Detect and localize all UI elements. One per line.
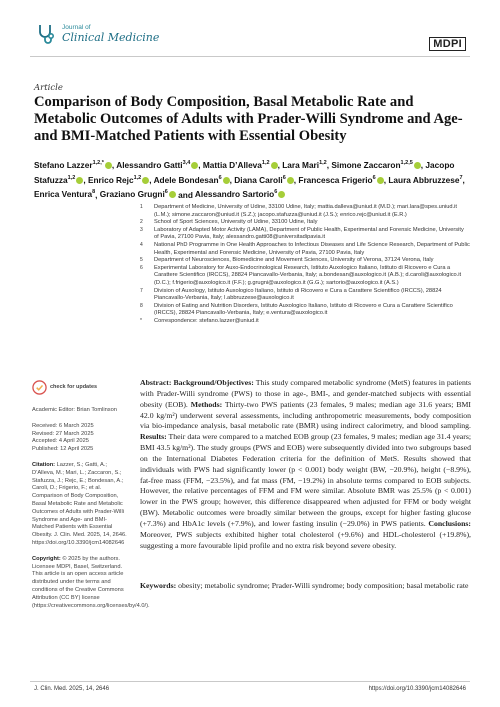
- author[interactable]: [331, 160, 420, 170]
- check-updates-button[interactable]: [32, 380, 128, 395]
- affiliation-number: 6: [140, 264, 143, 271]
- author[interactable]: [234, 175, 293, 185]
- author[interactable]: [388, 175, 462, 185]
- copyright-label: Copyright:: [32, 555, 61, 562]
- author-name: Alessandro Sartorio: [194, 189, 275, 200]
- abstract-results-label: Results:: [140, 432, 167, 442]
- citation: [32, 462, 128, 548]
- author-separator: ,: [111, 159, 117, 170]
- abstract-label: Abstract:: [140, 378, 172, 387]
- academic-editor: Academic Editor: Brian Tomlinson: [32, 407, 117, 413]
- article-title: Comparison of Body Composition, Basal Metabolic Rate and Metabolic Outcomes of Adults with Prader-Willi Syndrome and Age- and BMI-Matched Patients with Essential Obesity: [34, 94, 463, 144]
- author[interactable]: [282, 160, 327, 170]
- citation-text[interactable]: Lazzer, S.; Gatti, A.; D’Alleva, M.; Mari, L.; Zaccaron, S.; Stafuzza, J.; Rejc, E.; Bondesan, A.; Caroli, D.; Frigerio, F.; et al. Comparison of Body Composition, Basal Metabolic Rate and Metabolic Outcomes of Adults with Prader-Willi Syndrome and Age- and BMI-Matched Patients with Essential Obesity. J. Clin. Med. 2025, 14, 2646. https://doi.org/10.3390/jcm14082646: [32, 461, 127, 546]
- author-affiliation-marker: 7: [459, 174, 463, 181]
- author-name: Laura Abbruzzese: [388, 174, 460, 185]
- affiliation-number: 8: [140, 302, 143, 309]
- author-name: Simone Zaccaron: [331, 159, 401, 170]
- author-separator: ,: [95, 189, 100, 200]
- author[interactable]: [34, 160, 112, 170]
- affiliation-number: 7: [140, 287, 143, 294]
- copyright: [32, 555, 150, 611]
- affiliation-list: [140, 204, 470, 326]
- author-affiliation-marker: 1,2,5: [400, 160, 413, 166]
- affiliation-item: [140, 265, 470, 288]
- abstract-results-text: Their data were compared to a matched EOB group (23 females, 9 males; median age 31.4 years; BMI 43.5 kg/m²). The study groups (PWS and EOB) were subsequently divided into two subgroups based on the International Diabetes Federation criteria for the definition of MetS. Results showed that individuals with PWS had significantly lower (p < 0.001) body weight (BW, −20.9%), height (−8.9%), fat-free mass (FFM, −23.5%), and fat mass (FM, −19.2%) in absolute terms compared to EOB subjects. However, the relative percentages of FFM and FM were similar. Absolute BMR was 25.5% (p < 0.001) lower in the PWS group; however, this difference disappeared when adjusted for FFM or body weight (BW). Metabolic outcomes were broadly similar between the groups, except for higher fasting glucose (+7.3%) and HbA1c levels (+7.9%), and lower fasting insulin (−29.0%) in PWS patients.: [140, 432, 471, 528]
- affiliation-item: [140, 242, 470, 257]
- keywords: [140, 581, 471, 592]
- copyright-text[interactable]: © 2025 by the authors. Licensee MDPI, Basel, Switzerland. This article is an open access article distributed under the terms and conditions of the Creative Commons Attribution (CC BY) license (https://creativecommons.org/licenses/by/4.0/).: [32, 555, 150, 609]
- author-affiliation-marker: 6: [218, 174, 222, 181]
- abstract-conclusions-text: Moreover, PWS subjects exhibited higher total cholesterol (+9.6%) and HDL-cholesterol (+19.8%), suggesting a more favourable lipid profile and no extra risk beyond severe obesity.: [140, 529, 471, 550]
- check-updates-icon: [32, 380, 47, 395]
- author-name: Diana Caroli: [234, 174, 283, 185]
- author[interactable]: [154, 175, 230, 185]
- author-affiliation-marker: 1,2: [319, 160, 327, 166]
- author-separator: ,: [229, 174, 235, 185]
- author-affiliation-marker: 3,4: [182, 160, 191, 166]
- author[interactable]: [298, 175, 383, 185]
- footer-doi-link[interactable]: https://doi.org/10.3390/jcm14082646: [368, 686, 466, 692]
- author-separator: ,: [462, 174, 465, 185]
- author-name: Francesca Frigerio: [298, 174, 373, 185]
- author-name: Enrico Rejc: [87, 174, 134, 185]
- author[interactable]: [100, 189, 176, 199]
- author-affiliation-marker: 6: [372, 174, 376, 181]
- abstract-background-label: Background/Objectives:: [173, 378, 254, 387]
- affiliation-text: National PhD Programme in One Health Approaches to Infectious Diseases and Life Science Research, Department of Public Health, Experimental and Forensic Medicine, University of Pavia, 27100 Pavia, Italy: [154, 241, 470, 256]
- affiliation-number: 5: [140, 257, 143, 264]
- footer-divider: [30, 681, 470, 682]
- author-separator: ,: [420, 159, 426, 170]
- footer-citation: J. Clin. Med. 2025, 14, 2646: [34, 686, 110, 692]
- author-affiliation-marker: 1,2,*: [92, 160, 104, 166]
- author-affiliation-marker: 6: [274, 189, 278, 196]
- affiliation-text: Laboratory of Adapted Motor Activity (LAMA), Department of Public Health, Experimental and Forensic Medicine, University of Pavia, 27100 Pavia, Italy; alessandro.gatti08@universitadipavia.it: [154, 226, 464, 241]
- author-separator: ,: [149, 174, 154, 185]
- author-name: Enrica Ventura: [34, 189, 93, 200]
- orcid-icon[interactable]: [169, 191, 176, 198]
- author-name: Adele Bondesan: [153, 174, 219, 185]
- orcid-icon[interactable]: [278, 191, 285, 198]
- author-name: Graziano Grugni: [99, 189, 165, 200]
- author-separator: ,: [326, 159, 332, 170]
- journal-logo[interactable]: [34, 22, 159, 46]
- affiliation-number: 3: [140, 226, 143, 233]
- author-separator: ,: [383, 174, 389, 185]
- affiliation-text: Department of Medicine, University of Udine, 33100 Udine, Italy; mattia.dalleva@uniud.it (M.D.); mari.lara@spes.uniud.it (L.M.); simone.zaccaron@uniud.it (S.Z.); jacopo.stafuzza@uniud.it (J.S.); enrico.rejc@uniud.it (E.R.): [154, 204, 458, 218]
- check-updates-label: check for updates: [50, 384, 98, 391]
- affiliation-item: [140, 227, 470, 242]
- affiliation-number: *: [140, 317, 142, 324]
- author-affiliation-marker: 8: [92, 189, 96, 196]
- author-separator: ,: [293, 174, 299, 185]
- journal-name: Clinical Medicine: [62, 30, 160, 44]
- author-name: Jacopo Stafuzza: [34, 159, 455, 185]
- date-accepted: Accepted: 4 April 2025: [32, 438, 89, 445]
- abstract-methods-label: Methods:: [190, 399, 223, 409]
- affiliation-text: Correspondence: stefano.lazzer@uniud.it: [154, 317, 259, 324]
- orcid-icon[interactable]: [414, 162, 421, 169]
- author-affiliation-marker: 6: [282, 174, 286, 181]
- publisher-name: MDPI: [429, 37, 466, 51]
- date-received: Received: 6 March 2025: [32, 422, 94, 429]
- author-affiliation-marker: 1,2: [261, 160, 270, 166]
- orcid-icon[interactable]: [105, 162, 112, 169]
- affiliation-number: 2: [140, 219, 143, 226]
- author-name: Alessandro Gatti: [116, 159, 183, 170]
- header-divider: [30, 56, 470, 57]
- abstract-methods-text: Thirty-two PWS patients (23 females, 9 males; median age 31.6 years; BMI 42.0 kg/m²) underwent several assessments, including anthropometric measurements, body composition via bio-impedance analysis, basal metabolic rate (BMR) using indirect calorimetry, and blood sampling.: [140, 399, 471, 431]
- publisher-logo[interactable]: [429, 37, 466, 51]
- author-separator: ,: [198, 159, 203, 170]
- author[interactable]: [116, 160, 198, 170]
- keywords-text: obesity; metabolic syndrome; Prader-Willi syndrome; body composition; basal metabolic rate: [176, 581, 469, 590]
- affiliation-text: Division of Auxology, Istituto Auxologico Italiano, Istituto di Ricovero e Cura a Carattere Scientifico (IRCCS), 28824 Piancavallo-Verbania, Italy; l.abbruzzese@auxologico.it: [154, 287, 442, 302]
- journal-of: Journal of: [62, 23, 91, 31]
- author-affiliation-marker: 6: [164, 189, 168, 196]
- orcid-icon[interactable]: [271, 162, 278, 169]
- citation-label: Citation:: [32, 461, 56, 468]
- author-affiliation-marker: 1,2: [67, 174, 76, 181]
- article-info-sidebar: [32, 380, 150, 610]
- author-list: [34, 157, 466, 201]
- keywords-label: Keywords:: [140, 581, 177, 590]
- date-revised: Revised: 27 March 2025: [32, 430, 94, 437]
- affiliation-item: [140, 318, 470, 326]
- orcid-icon[interactable]: [223, 177, 230, 184]
- author-name: Mattia D’Alleva: [202, 159, 262, 170]
- affiliation-text: Division of Eating and Nutrition Disorders, Istituto Auxologico Italiano, Istituto di Ricovero e Cura a Carattere Scientifico (IRCCS), 28824 Piancavallo-Verbania, Italy; e.ventura@auxologico.it: [154, 302, 453, 317]
- date-published: Published: 12 April 2025: [32, 446, 94, 453]
- author-separator: ,: [83, 174, 88, 185]
- affiliation-item: [140, 257, 470, 265]
- author-separator: and: [175, 189, 195, 200]
- affiliation-text: Department of Neurosciences, Biomedicine and Movement Sciences, University of Verona, 37124 Verona, Italy: [154, 257, 434, 264]
- orcid-icon[interactable]: [287, 177, 294, 184]
- affiliation-text: Experimental Laboratory for Auxo-Endocrinological Research, Istituto Auxologico Italiano, Istituto di Ricovero e Cura a Carattere Scientifico (IRCCS), 28824 Piancavallo-Verbania, Italy; a.bondesan@auxologico.it (A.B.); d.caroli@auxologico.it (D.C.); f.frigerio@auxologico.it (F.F.); g.grugni@auxologico.it (G.G.); sartorio@auxologico.it (A.S.): [154, 264, 462, 286]
- author[interactable]: [195, 189, 285, 199]
- affiliation-item: [140, 288, 470, 303]
- affiliation-item: [140, 303, 470, 318]
- orcid-icon[interactable]: [377, 177, 384, 184]
- affiliation-item: [140, 219, 470, 227]
- author[interactable]: [88, 175, 149, 185]
- affiliation-item: [140, 204, 470, 219]
- affiliation-number: 1: [140, 204, 143, 210]
- affiliation-text: School of Sport Sciences, University of Udine, 33100 Udine, Italy: [154, 219, 318, 226]
- author-affiliation-marker: 1,2: [133, 174, 142, 181]
- author[interactable]: [203, 160, 278, 170]
- author-name: Stefano Lazzer: [34, 159, 93, 170]
- affiliation-number: 4: [140, 241, 143, 248]
- author[interactable]: [34, 189, 95, 199]
- article-type: Article: [34, 83, 63, 93]
- author-name: Lara Mari: [282, 159, 320, 170]
- abstract: [140, 378, 471, 552]
- abstract-background-text: This study compared metabolic syndrome (MetS) features in patients with Prader-Willi syndrome (PWS) to those in age-, BMI-, and gender-matched subjects with essential obesity (EOB).: [140, 378, 471, 409]
- abstract-conclusions-label: Conclusions:: [428, 518, 471, 528]
- author-separator: ,: [277, 159, 283, 170]
- stethoscope-icon: [34, 22, 58, 46]
